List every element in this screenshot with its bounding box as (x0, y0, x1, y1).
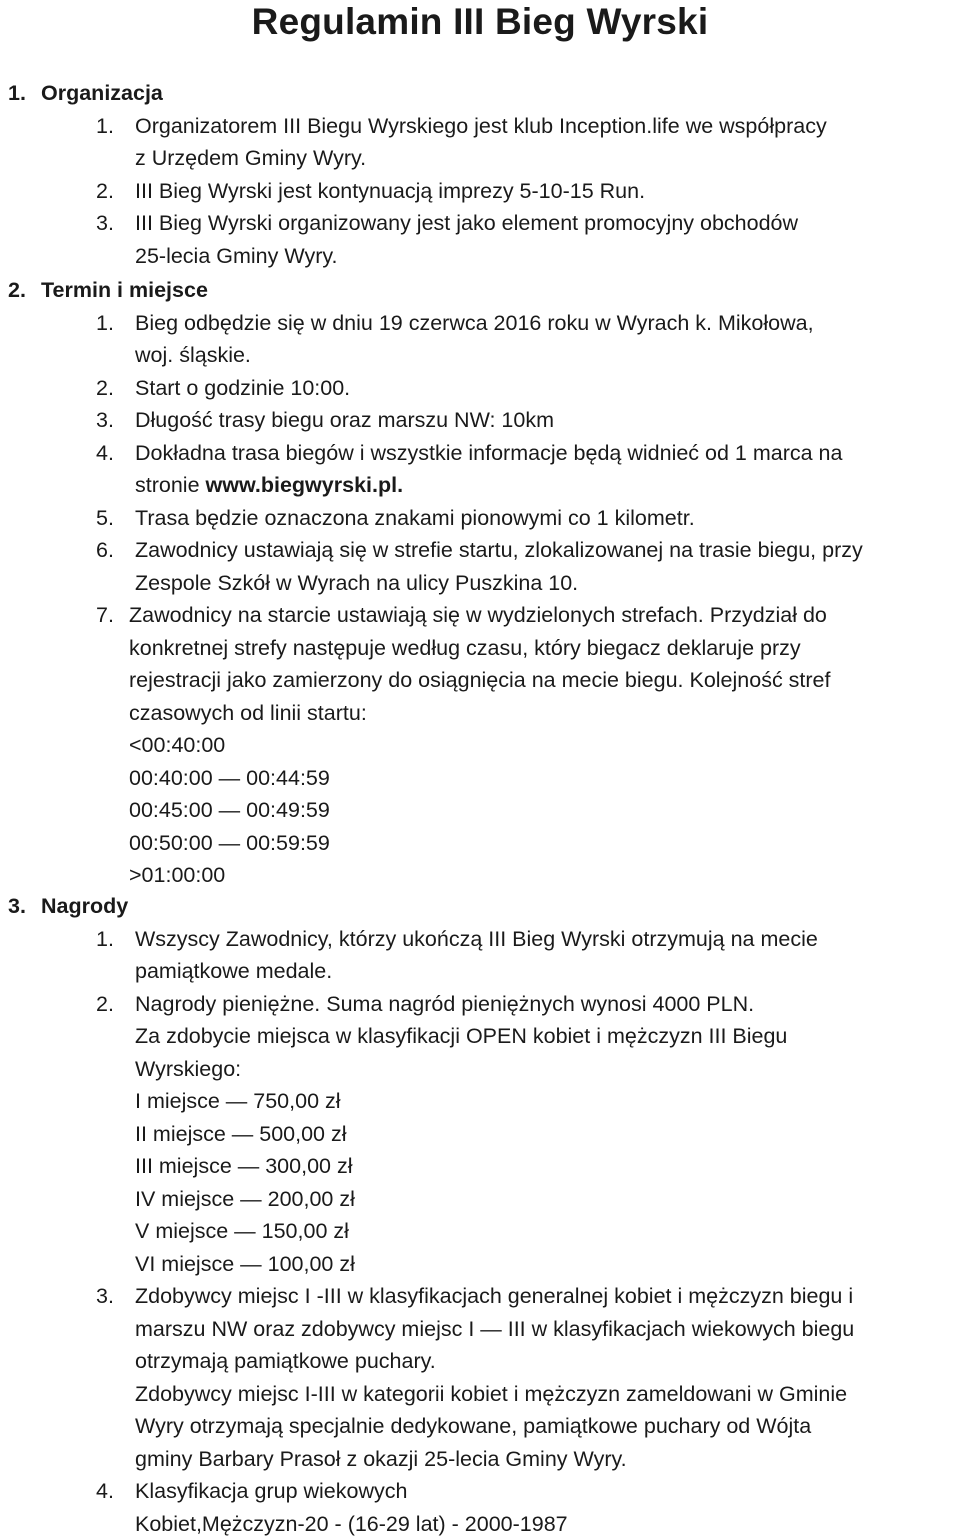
list-item-text: marszu NW oraz zdobywcy miejsc I — III w klasyfikacjach wiekowych biegu (135, 1316, 855, 1341)
list-item-text: <00:40:00 (129, 733, 226, 757)
list-item-number: 2. (96, 178, 114, 203)
list-item-text: 00:40:00 — 00:44:59 (129, 765, 330, 790)
list-item-text: Wyrskiego: (135, 1056, 242, 1081)
list-item-text: pamiątkowe medale. (135, 959, 333, 983)
document-title: Regulamin III Bieg Wyrski (251, 1, 709, 42)
list-item-text: Za zdobycie miejsca w klasyfikacji OPEN kobiet i mężczyzn III Biegu (135, 1024, 788, 1048)
list-item-text: Kobiet,Mężczyzn-20 - (16-29 lat) - 2000-1987 (135, 1511, 568, 1536)
list-item-number: 4. (96, 1479, 114, 1503)
list-item-number: 1. (96, 926, 114, 951)
list-item-text: III miejsce — 300,00 zł (135, 1154, 353, 1178)
list-item-text: Start o godzinie 10:00. (135, 375, 351, 400)
list-item-number: 6. (96, 538, 114, 562)
list-item-text: III Bieg Wyrski jest kontynuacją imprezy 5-10-15 Run. (135, 178, 646, 203)
list-item-text: Dokładna trasa biegów i wszystkie informacje będą widnieć od 1 marca na (135, 440, 843, 465)
section-heading: Termin i miejsce (41, 278, 208, 302)
section-number: 2. (8, 278, 26, 302)
list-item-number: 4. (96, 440, 114, 465)
list-item-text: Bieg odbędzie się w dniu 19 czerwca 2016 roku w Wyrach k. Mikołowa, (135, 310, 814, 335)
list-item-number: 5. (96, 505, 114, 530)
list-item-text: Wyry otrzymają specjalnie dedykowane, pamiątkowe puchary od Wójta (135, 1414, 812, 1438)
list-item-text: czasowych od linii startu: (129, 700, 367, 725)
list-item-text: IV miejsce — 200,00 zł (135, 1186, 355, 1211)
list-item-text: II miejsce — 500,00 zł (135, 1121, 347, 1146)
list-item-text: 25-lecia Gminy Wyry. (135, 243, 338, 268)
list-item-number: 2. (96, 991, 114, 1016)
list-item-text: Zawodnicy ustawiają się w strefie startu, zlokalizowanej na trasie biegu, przy (135, 538, 863, 562)
list-item-text: VI miejsce — 100,00 zł (135, 1251, 355, 1276)
list-item-text: III Bieg Wyrski organizowany jest jako element promocyjny obchodów (135, 211, 799, 235)
list-item-text: woj. śląskie. (135, 343, 251, 367)
list-item-number: 1. (96, 310, 114, 335)
section-heading: Organizacja (41, 81, 163, 105)
list-item-text: z Urzędem Gminy Wyry. (135, 146, 367, 170)
list-item-text: rejestracji jako zamierzony do osiągnięcia na mecie biegu. Kolejność stref (129, 668, 831, 692)
list-item-number: 2. (96, 375, 114, 400)
list-item-text: >01:00:00 (129, 863, 226, 887)
list-item-text: otrzymają pamiątkowe puchary. (135, 1349, 436, 1373)
list-item-text: Zespole Szkół w Wyrach na ulicy Puszkina 10. (135, 570, 579, 595)
list-item-text: Klasyfikacja grup wiekowych (135, 1479, 408, 1503)
list-item-text: gminy Barbary Prasoł z okazji 25-lecia Gminy Wyry. (135, 1446, 627, 1471)
list-item-text: konkretnej strefy następuje według czasu, który biegacz deklaruje przy (129, 635, 801, 660)
list-item-number: 3. (96, 211, 114, 235)
website-link[interactable]: www.biegwyrski.pl. (205, 473, 404, 497)
list-item-text: Zawodnicy na starcie ustawiają się w wydzielonych strefach. Przydział do (129, 603, 827, 627)
list-item-text: Zdobywcy miejsc I -III w klasyfikacjach generalnej kobiet i mężczyzn biegu i (135, 1284, 854, 1308)
list-item-number: 3. (96, 408, 114, 432)
list-item-text: 00:45:00 — 00:49:59 (129, 798, 330, 822)
list-item-number: 7. (96, 603, 114, 627)
list-item-number: 3. (96, 1284, 114, 1308)
list-item-text: Zdobywcy miejsc I-III w kategorii kobiet i mężczyzn zameldowani w Gminie (135, 1381, 848, 1406)
list-item-text: Wszyscy Zawodnicy, którzy ukończą III Bieg Wyrski otrzymują na mecie (135, 926, 818, 951)
list-item-number: 1. (96, 113, 114, 138)
section-number: 3. (8, 894, 26, 918)
list-item-text: Organizatorem III Biegu Wyrskiego jest klub Inception.life we współpracy (135, 113, 827, 138)
list-item-text: Długość trasy biegu oraz marszu NW: 10km (135, 408, 554, 432)
list-item-text: V miejsce — 150,00 zł (135, 1219, 349, 1243)
list-item-text: Trasa będzie oznaczona znakami pionowymi co 1 kilometr. (135, 505, 695, 530)
list-item-text-prefix: stronie (135, 473, 206, 497)
list-item-text: Nagrody pieniężne. Suma nagród pieniężnych wynosi 4000 PLN. (135, 991, 755, 1016)
section-number: 1. (8, 81, 26, 105)
list-item-text (135, 470, 403, 500)
list-item-text: 00:50:00 — 00:59:59 (129, 830, 330, 855)
list-item-text: I miejsce — 750,00 zł (135, 1089, 341, 1113)
section-heading: Nagrody (41, 894, 129, 918)
